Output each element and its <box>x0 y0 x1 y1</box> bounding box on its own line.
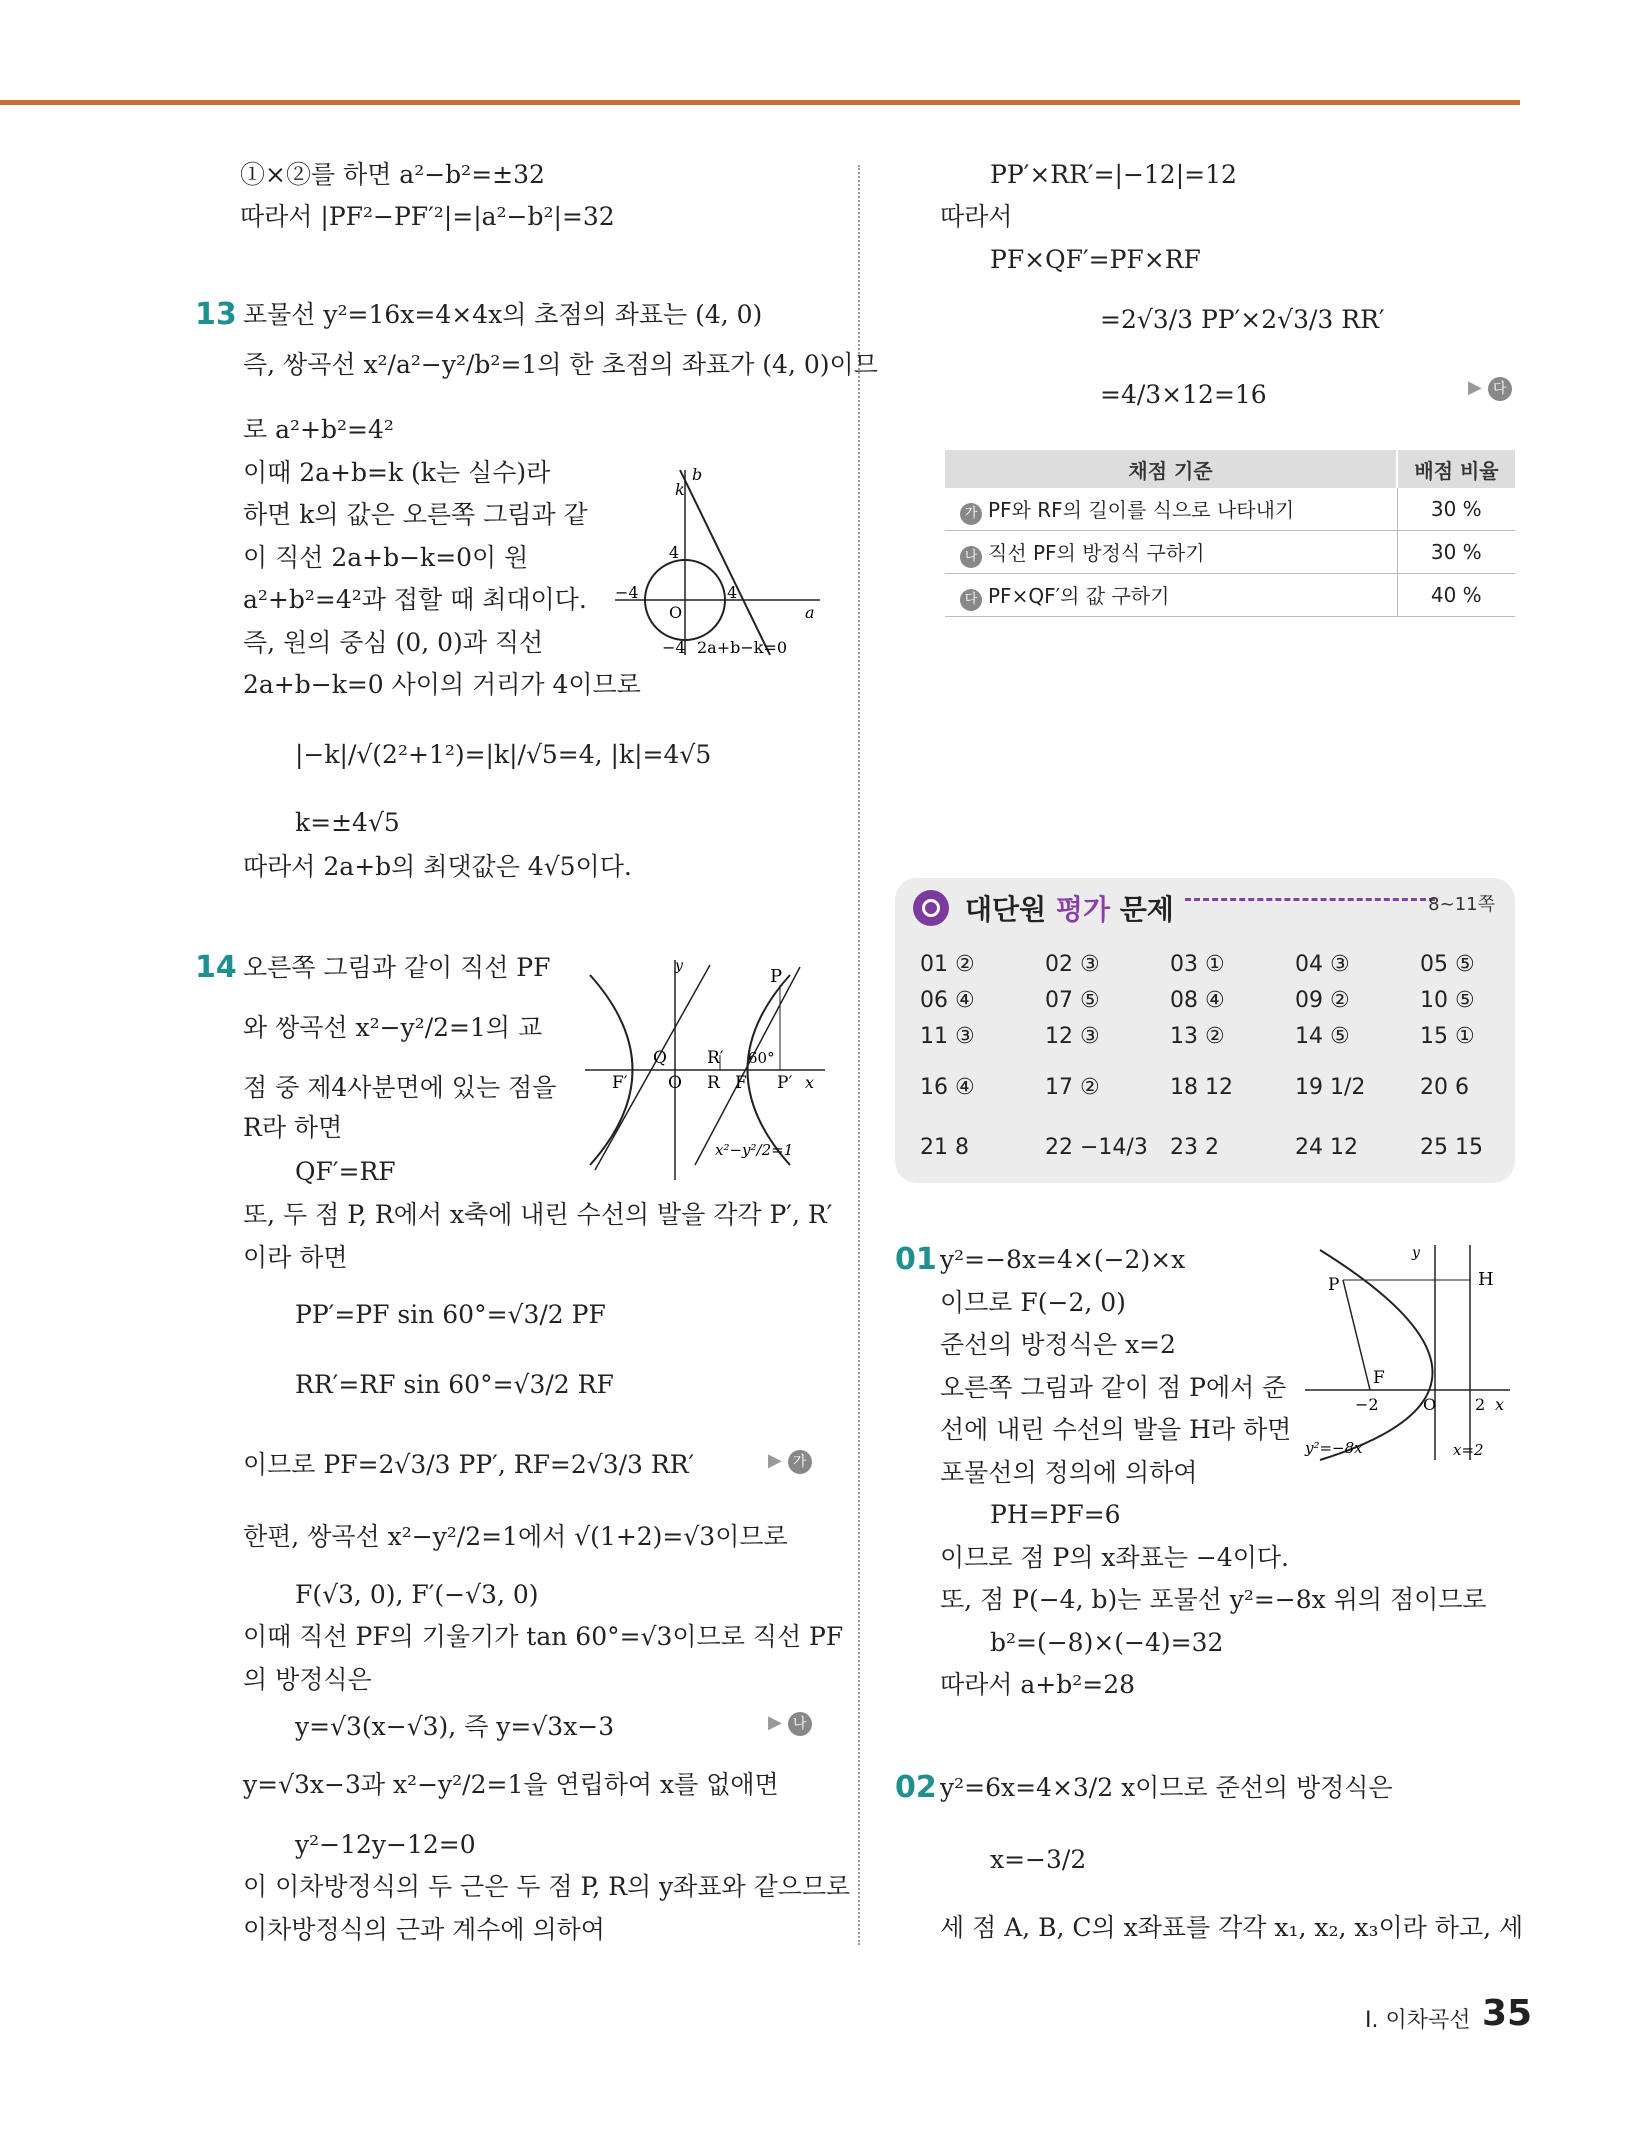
answer-item: 12 ③ <box>1045 1024 1100 1049</box>
table-header: 채점 기준 <box>945 450 1397 488</box>
q01-line: 선에 내린 수선의 발을 H라 하면 <box>940 1415 1292 1444</box>
q13-line: 이때 2a+b=k (k는 실수)라 <box>243 458 551 487</box>
point-label-fprime: F′ <box>612 1073 628 1093</box>
axis-label-x: x <box>805 1073 815 1092</box>
origin-label: O <box>668 1073 682 1093</box>
target-icon <box>913 890 949 926</box>
point-label-rprime: R′ <box>707 1048 724 1068</box>
right-line-a: PP′×RR′=|−12|=12 <box>990 160 1237 189</box>
q13-line: 2a+b−k=0 사이의 거리가 4이므로 <box>243 670 641 699</box>
q14-line: 또, 두 점 P, R에서 x축에 내린 수선의 발을 각각 P′, R′ <box>243 1200 833 1229</box>
answer-item: 23 2 <box>1170 1135 1219 1160</box>
top-rule <box>0 100 1520 105</box>
criterion-tag: 나 <box>960 546 982 568</box>
q01-line: 따라서 a+b²=28 <box>940 1670 1136 1699</box>
answer-item: 18 12 <box>1170 1075 1233 1100</box>
circle-tangent-figure <box>605 460 825 660</box>
q14-line: 한편, 쌍곡선 x²−y²/2=1에서 √(1+2)=√3이므로 <box>243 1522 788 1551</box>
q13-line: 이 직선 2a+b−k=0이 원 <box>243 543 529 572</box>
marker-na: ▶ 나 <box>768 1712 812 1736</box>
answer-item: 19 1/2 <box>1295 1075 1366 1100</box>
point-label-h: H <box>1478 1269 1494 1290</box>
q14-line: F(√3, 0), F′(−√3, 0) <box>295 1580 539 1609</box>
parabola-figure <box>1295 1235 1515 1465</box>
directrix-label: x=2 <box>1453 1441 1484 1459</box>
point-label-p: P <box>1328 1275 1340 1295</box>
right-line-a: PF×QF′=PF×RF <box>990 245 1201 274</box>
q14-line: y=√3x−3과 x²−y²/2=1을 연립하여 x를 없애면 <box>243 1770 779 1799</box>
point-label-pprime: P′ <box>777 1073 793 1093</box>
hyperbola-figure <box>580 955 830 1185</box>
q13-line: 하면 k의 값은 오른쪽 그림과 같 <box>243 500 588 529</box>
origin-label: O <box>1423 1395 1437 1414</box>
answer-item: 17 ② <box>1045 1075 1100 1100</box>
tick-label: 4 <box>727 583 738 602</box>
point-label-f: F <box>735 1073 747 1093</box>
page-range: 8~11쪽 <box>1428 894 1495 915</box>
axis-label-a: a <box>805 603 815 622</box>
point-label-q: Q <box>653 1048 667 1068</box>
point-label-r: R <box>707 1073 720 1093</box>
answer-item: 11 ③ <box>920 1024 975 1049</box>
criterion-text: 직선 PF의 방정식 구하기 <box>988 540 1205 565</box>
answer-item: 14 ⑤ <box>1295 1024 1350 1049</box>
q02-line: x=−3/2 <box>990 1845 1087 1874</box>
q01-line: y²=−8x=4×(−2)×x <box>940 1245 1186 1274</box>
right-line-a: =4/3×12=16 <box>1100 380 1267 409</box>
answer-item: 05 ⑤ <box>1420 952 1475 977</box>
answer-item: 09 ② <box>1295 988 1350 1013</box>
answer-item: 21 8 <box>920 1135 969 1160</box>
criterion-ratio: 30 % <box>1397 531 1515 574</box>
intercept-label-k: k <box>675 480 685 499</box>
point-label-p: P <box>770 966 783 987</box>
chapter-title: Ⅰ. 이차곡선 <box>1365 2008 1471 2033</box>
axis-label-x: x <box>1495 1395 1505 1414</box>
q14-line: RR′=RF sin 60°=√3/2 RF <box>295 1370 614 1399</box>
q01-line: 또, 점 P(−4, b)는 포물선 y²=−8x 위의 점이므로 <box>940 1585 1487 1614</box>
criterion-tag: 다 <box>960 589 982 611</box>
title-dash <box>1185 898 1435 901</box>
q01-line: 이므로 F(−2, 0) <box>940 1288 1126 1317</box>
criterion-ratio: 40 % <box>1397 574 1515 617</box>
answer-item: 08 ④ <box>1170 988 1225 1013</box>
q14-line: 이라 하면 <box>243 1243 348 1272</box>
q01-line: 이므로 점 P의 x좌표는 −4이다. <box>940 1543 1290 1572</box>
criterion-ratio: 30 % <box>1397 488 1515 531</box>
q14-line: 이므로 PF=2√3/3 PP′, RF=2√3/3 RR′ <box>243 1450 695 1479</box>
axis-label-y: y <box>1412 1245 1420 1261</box>
question-number: 13 <box>195 297 237 332</box>
tick-label: −4 <box>615 583 639 602</box>
q14-line: 와 쌍곡선 x²−y²/2=1의 교 <box>243 1013 543 1042</box>
scoring-table <box>945 450 1515 617</box>
marker-da: ▶ 다 <box>1468 377 1512 401</box>
criterion-text: PF×QF′의 값 구하기 <box>988 583 1170 608</box>
q14-line: PP′=PF sin 60°=√3/2 PF <box>295 1300 606 1329</box>
q14-line: 이차방정식의 근과 계수에 의하여 <box>243 1915 605 1944</box>
answer-item: 02 ③ <box>1045 952 1100 977</box>
question-number: 14 <box>195 950 237 985</box>
tick-label: −4 <box>662 638 686 657</box>
answer-item: 06 ④ <box>920 988 975 1013</box>
q14-line: y=√3(x−√3), 즉 y=√3x−3 <box>295 1712 615 1741</box>
answer-item: 20 6 <box>1420 1075 1469 1100</box>
curve-label: x²−y²/2=1 <box>715 1141 794 1159</box>
answer-item: 03 ① <box>1170 952 1225 977</box>
criterion-tag: 가 <box>960 503 982 525</box>
answer-item: 25 15 <box>1420 1135 1483 1160</box>
q01-line: 포물선의 정의에 의하여 <box>940 1458 1198 1487</box>
q14-line: 의 방정식은 <box>243 1665 372 1694</box>
q13-line: |−k|/√(2²+1²)=|k|/√5=4, |k|=4√5 <box>295 740 712 769</box>
angle-label: 60° <box>748 1049 775 1067</box>
q14-line: 이때 직선 PF의 기울기가 tan 60°=√3이므로 직선 PF <box>243 1622 844 1651</box>
q01-line: 오른쪽 그림과 같이 점 P에서 준 <box>940 1373 1287 1402</box>
page-number: 35 <box>1482 1993 1533 2034</box>
right-line-a: =2√3/3 PP′×2√3/3 RR′ <box>1100 305 1385 334</box>
q01-line: b²=(−8)×(−4)=32 <box>990 1628 1224 1657</box>
answer-item: 16 ④ <box>920 1075 975 1100</box>
right-line-a: 따라서 <box>940 202 1013 231</box>
answer-item: 10 ⑤ <box>1420 988 1475 1013</box>
axis-label-b: b <box>692 465 703 484</box>
tick-label: 4 <box>669 543 680 562</box>
answer-item: 04 ③ <box>1295 952 1350 977</box>
left-line-a1: ①×②를 하면 a²−b²=±32 <box>240 160 545 189</box>
q14-line: 점 중 제4사분면에 있는 점을 <box>243 1073 557 1102</box>
q14-line: y²−12y−12=0 <box>295 1830 476 1859</box>
unit-title: 대단원 평가 문제 <box>965 893 1174 926</box>
q02-line: 세 점 A, B, C의 x좌표를 각각 x₁, x₂, x₃이라 하고, 세 <box>940 1913 1524 1942</box>
q14-line: R라 하면 <box>243 1113 343 1142</box>
left-line-a2: 따라서 |PF²−PF′²|=|a²−b²|=32 <box>240 202 615 231</box>
answer-item: 22 −14/3 <box>1045 1135 1148 1160</box>
table-row <box>945 574 1515 617</box>
question-number: 01 <box>895 1242 937 1277</box>
answer-item: 15 ① <box>1420 1024 1475 1049</box>
point-label-f: F <box>1373 1368 1385 1388</box>
table-row <box>945 531 1515 574</box>
answer-item: 13 ② <box>1170 1024 1225 1049</box>
question-number: 02 <box>895 1770 937 1805</box>
marker-ga: ▶ 가 <box>768 1450 812 1474</box>
q14-line: 오른쪽 그림과 같이 직선 PF <box>243 953 551 982</box>
table-row <box>945 488 1515 531</box>
table-header: 배점 비율 <box>1397 450 1515 488</box>
answer-item: 07 ⑤ <box>1045 988 1100 1013</box>
curve-label: y²=−8x <box>1305 1439 1363 1457</box>
answer-item: 01 ② <box>920 952 975 977</box>
answer-item: 24 12 <box>1295 1135 1358 1160</box>
q14-line: QF′=RF <box>295 1157 396 1186</box>
q13-line: a²+b²=4²과 접할 때 최대이다. <box>243 585 587 614</box>
tick-label: 2 <box>1475 1395 1486 1414</box>
q13-line: 포물선 y²=16x=4×4x의 초점의 좌표는 (4, 0) <box>243 300 763 329</box>
line-label: 2a+b−k=0 <box>697 638 788 657</box>
axis-label-y: y <box>675 958 683 974</box>
q01-line: 준선의 방정식은 x=2 <box>940 1330 1176 1359</box>
q02-line: y²=6x=4×3/2 x이므로 준선의 방정식은 <box>940 1773 1393 1802</box>
q14-line: 이 이차방정식의 두 근은 두 점 P, R의 y좌표와 같으므로 <box>243 1872 851 1901</box>
column-divider <box>858 165 860 1945</box>
q13-line: 즉, 쌍곡선 x²/a²−y²/b²=1의 한 초점의 좌표가 (4, 0)이므 <box>243 350 878 379</box>
q13-line: 로 a²+b²=4² <box>243 415 394 444</box>
criterion-text: PF와 RF의 길이를 식으로 나타내기 <box>988 497 1295 522</box>
q13-line: k=±4√5 <box>295 808 400 837</box>
q13-line: 따라서 2a+b의 최댓값은 4√5이다. <box>243 852 632 881</box>
q13-line: 즉, 원의 중심 (0, 0)과 직선 <box>243 628 544 657</box>
tick-label: −2 <box>1355 1395 1379 1414</box>
q01-line: PH=PF=6 <box>990 1500 1121 1529</box>
origin-label: O <box>669 603 683 622</box>
